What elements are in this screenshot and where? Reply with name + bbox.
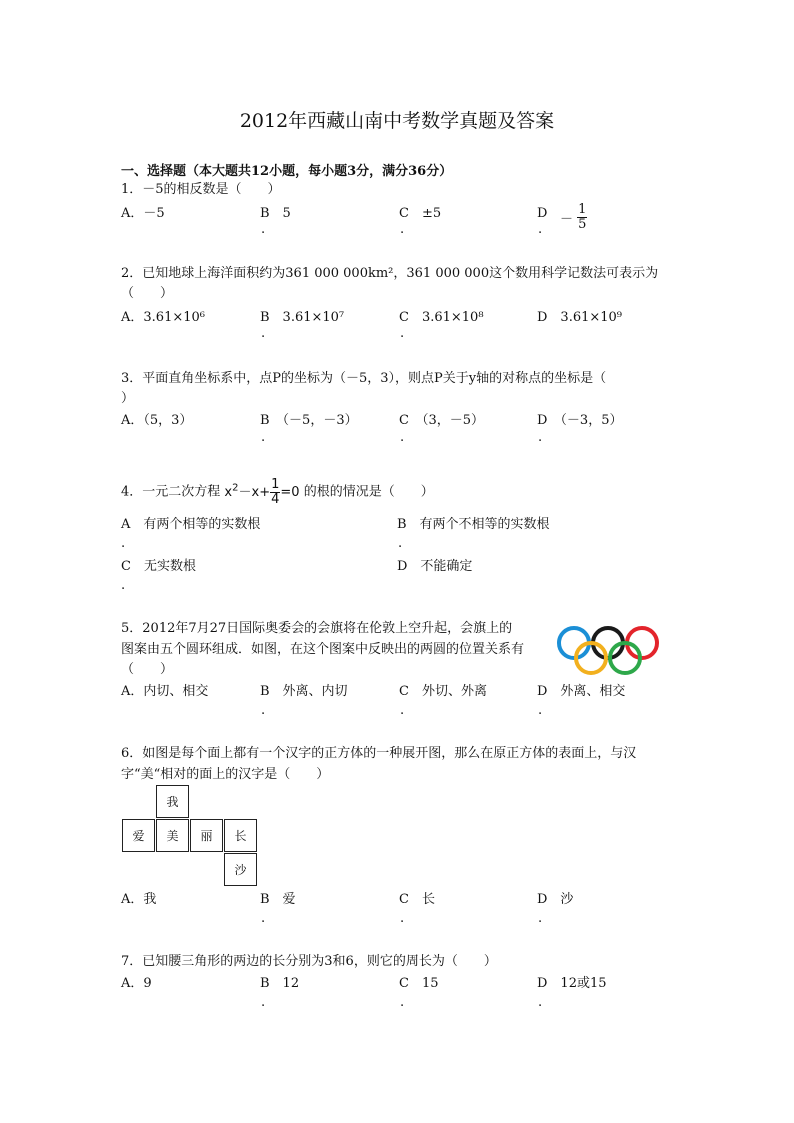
q4-option-c: C 无实数根	[121, 559, 196, 574]
q3-stem-cont: ）	[121, 391, 135, 406]
eq-denominator: 4	[271, 492, 280, 507]
q6-stem: 6．如图是每个面上都有一个汉字的正方体的一种展开图，那么在原正方体的表面上，与汉	[121, 746, 637, 761]
q1-option-a: A．－5	[121, 206, 165, 221]
q4-stem-post: 的根的情况是（ ）	[303, 484, 434, 500]
q2-b-dot: .	[261, 326, 266, 341]
q3-option-b: B （－5，－3）	[260, 413, 358, 428]
q1-stem: 1．－5的相反数是（ ）	[121, 182, 281, 197]
q4-option-b: B 有两个不相等的实数根	[397, 517, 550, 532]
q3-b-dot: .	[261, 430, 266, 445]
q7-option-c: C 15	[399, 976, 439, 991]
q3-option-c: C （3，－5）	[399, 413, 484, 428]
q6-option-b: B 爱	[260, 892, 296, 907]
q1-option-b: B 5	[260, 206, 291, 221]
page-title: 2012年西藏山南中考数学真题及答案	[239, 110, 555, 132]
q1-d-dot: .	[538, 222, 543, 237]
q1-option-d-fraction	[560, 203, 587, 232]
q4-a-dot: .	[121, 536, 126, 551]
q5-b-dot: .	[261, 703, 266, 718]
q4-c-dot: .	[121, 578, 126, 593]
q2-option-b: B 3.61×10⁷	[260, 310, 345, 325]
q3-stem: 3．平面直角坐标系中，点P的坐标为（－5，3），则点P关于y轴的对称点的坐标是（	[121, 371, 607, 386]
q3-c-dot: .	[400, 430, 405, 445]
q4-b-dot: .	[398, 536, 403, 551]
q7-b-dot: .	[261, 995, 266, 1010]
q1-option-d-label: D	[537, 206, 548, 221]
q5-stem-cont: 图案由五个圆环组成．如图，在这个图案中反映出的两圆的位置关系有	[121, 642, 525, 657]
cube-net-figure	[122, 785, 257, 887]
fraction	[577, 203, 587, 232]
q7-d-dot: .	[538, 995, 543, 1010]
eq-mid: －x+	[238, 485, 271, 500]
q4-option-d: D 不能确定	[397, 559, 473, 574]
q2-c-dot: .	[400, 326, 405, 341]
q5-stem: 5．2012年7月27日国际奥委会的会旗将在伦敦上空升起，会旗上的	[121, 621, 513, 636]
q5-option-d: D 外离、相交	[537, 684, 626, 699]
q6-d-dot: .	[538, 911, 543, 926]
net-cell-li: 丽	[190, 819, 223, 852]
q6-option-c: C 长	[399, 892, 435, 907]
q7-option-b: B 12	[260, 976, 300, 991]
q1-option-c: C ±5	[399, 206, 442, 221]
section-heading: 一、选择题（本大题共12小题，每小题3分，满分36分）	[121, 164, 453, 179]
q4-option-a: A 有两个相等的实数根	[121, 517, 261, 532]
q7-option-a: A．9	[121, 976, 152, 991]
q6-c-dot: .	[400, 911, 405, 926]
q6-b-dot: .	[261, 911, 266, 926]
q2-stem: 2．已知地球上海洋面积约为361 000 000km²，361 000 000这个数用科学记数法可表示为	[121, 266, 659, 281]
q7-option-d: D 12或15	[537, 976, 607, 991]
q2-option-a: A．3.61×10⁶	[121, 310, 205, 325]
q5-d-dot: .	[538, 703, 543, 718]
q4-equation	[224, 477, 303, 507]
fraction-numerator: 1	[578, 202, 587, 217]
q7-stem: 7．已知腰三角形的两边的长分别为3和6，则它的周长为（ ）	[121, 954, 497, 969]
q1-b-dot: .	[261, 222, 266, 237]
eq-numerator: 1	[271, 477, 280, 492]
q6-option-d: D 沙	[537, 892, 574, 907]
q5-stem-cont2: （ ）	[121, 662, 174, 677]
net-cell-mei: 美	[156, 819, 189, 852]
q4-stem-pre: 4．一元二次方程	[121, 484, 221, 500]
q6-stem-cont: 字“美“相对的面上的汉字是（ ）	[121, 767, 330, 782]
fraction-denominator: 5	[578, 217, 587, 232]
q1-c-dot: .	[400, 222, 405, 237]
olympic-rings-figure	[555, 625, 661, 677]
q5-option-c: C 外切、外离	[399, 684, 487, 699]
eq-end: =0	[280, 485, 300, 500]
q7-c-dot: .	[400, 995, 405, 1010]
net-cell-chang: 长	[224, 819, 257, 852]
eq-fraction	[270, 478, 280, 507]
q2-option-d: D 3.61×10⁹	[537, 310, 623, 325]
q2-option-c: C 3.61×10⁸	[399, 310, 484, 325]
q2-stem-cont: （ ）	[121, 286, 174, 301]
q3-option-a: A．（5，3）	[121, 413, 193, 428]
q6-option-a: A．我	[121, 892, 157, 907]
q3-d-dot: .	[538, 430, 543, 445]
q5-option-b: B 外离、内切	[260, 684, 348, 699]
q5-c-dot: .	[400, 703, 405, 718]
net-cell-sha: 沙	[224, 853, 257, 886]
eq-x: x	[224, 485, 233, 500]
net-cell-wo: 我	[156, 785, 189, 818]
q3-option-d: D （－3，5）	[537, 413, 623, 428]
q1-d-sign: －	[560, 212, 574, 227]
net-cell-ai: 爱	[122, 819, 155, 852]
q4-stem	[121, 478, 434, 507]
q5-option-a: A．内切、相交	[121, 684, 209, 699]
eq-square: 2	[232, 482, 239, 494]
